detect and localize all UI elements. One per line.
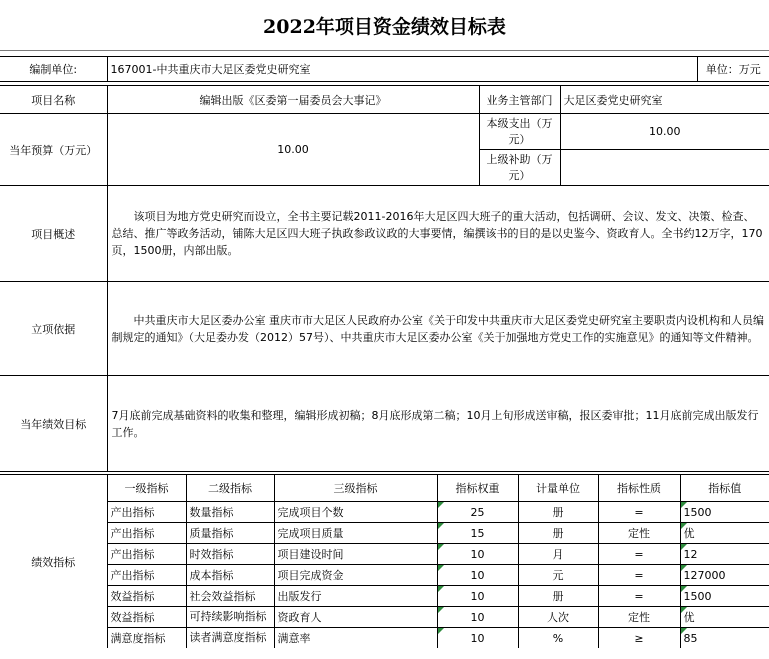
row-level3: 出版发行 <box>274 586 437 607</box>
row-level1: 产出指标 <box>107 523 186 544</box>
sheet-title: 2022年项目资金绩效目标表 <box>263 15 506 38</box>
table-row <box>0 523 769 544</box>
row-level2: 时效指标 <box>186 544 274 565</box>
table-row <box>0 628 769 649</box>
table-row <box>0 607 769 628</box>
row-weight: 25 <box>437 502 518 523</box>
col-header-level3: 三级指标 <box>274 475 437 502</box>
table-row <box>0 565 769 586</box>
main-table <box>0 85 769 472</box>
budget-value: 10.00 <box>107 114 479 186</box>
row-level2: 可持续影响指标 <box>186 607 274 628</box>
col-header-nature: 指标性质 <box>598 475 680 502</box>
row-level1: 效益指标 <box>107 586 186 607</box>
indicators-label: 绩效指标 <box>0 475 107 649</box>
row-level1: 效益指标 <box>107 607 186 628</box>
row-level2: 社会效益指标 <box>186 586 274 607</box>
row-unit: 册 <box>518 586 598 607</box>
row-weight: 10 <box>437 628 518 649</box>
basis-text: 中共重庆市大足区委办公室 重庆市市大足区人民政府办公室《关于印发中共重庆市大足区委党史研究室主要职责内设机构和人员编制规定的通知》（大足委办发（2012）57号）、中共重庆市大足区委办公室《关于加强地方党史工作的实施意见》的通知等文件精神。 <box>107 282 769 376</box>
row-unit: 月 <box>518 544 598 565</box>
row-value: 优 <box>680 523 769 544</box>
col-header-level2: 二级指标 <box>186 475 274 502</box>
project-name-value: 编辑出版《区委第一届委员会大事记》 <box>107 86 479 114</box>
subsidy-value <box>560 150 769 186</box>
unit-value: 167001-中共重庆市大足区委党史研究室 <box>107 57 697 82</box>
header-table <box>0 56 769 82</box>
row-value: 127000 <box>680 565 769 586</box>
row-nature: ≥ <box>598 628 680 649</box>
goal-text: 7月底前完成基础资料的收集和整理，编辑形成初稿；8月底形成第二稿；10月上旬形成送审稿，报区委审批；11月底前完成出版发行工作。 <box>107 376 769 472</box>
col-header-weight: 指标权重 <box>437 475 518 502</box>
row-nature: = <box>598 586 680 607</box>
row-nature: 定性 <box>598 523 680 544</box>
row-level1: 产出指标 <box>107 502 186 523</box>
row-weight: 10 <box>437 586 518 607</box>
row-level3: 项目建设时间 <box>274 544 437 565</box>
overview-text: 该项目为地方党史研究而设立，全书主要记载2011-2016年大足区四大班子的重大活动，包括调研、会议、发文、决策、检查、总结、推广等政务活动，铺陈大足区四大班子执政参政议政的大事要情，编撰该书的目的是以史鉴今、资政育人。全书约12万字，170页，1500册，内部出版。 <box>107 186 769 282</box>
row-nature: = <box>598 544 680 565</box>
project-name-label: 项目名称 <box>0 86 107 114</box>
row-level3: 完成项目质量 <box>274 523 437 544</box>
row-weight: 15 <box>437 523 518 544</box>
col-header-level1: 一级指标 <box>107 475 186 502</box>
unit-label: 编制单位: <box>0 57 107 82</box>
row-level3: 资政育人 <box>274 607 437 628</box>
row-nature: = <box>598 502 680 523</box>
row-value: 85 <box>680 628 769 649</box>
row-level3: 项目完成资金 <box>274 565 437 586</box>
row-value: 1500 <box>680 586 769 607</box>
overview-label: 项目概述 <box>0 186 107 282</box>
row-level1: 满意度指标 <box>107 628 186 649</box>
dept-value: 大足区委党史研究室 <box>560 86 769 114</box>
row-level2: 读者满意度指标 <box>186 628 274 649</box>
row-level3: 满意率 <box>274 628 437 649</box>
row-unit: 册 <box>518 523 598 544</box>
row-unit: 册 <box>518 502 598 523</box>
col-header-unit: 计量单位 <box>518 475 598 502</box>
row-value: 优 <box>680 607 769 628</box>
currency-label: 单位：万元 <box>697 57 769 82</box>
row-unit: % <box>518 628 598 649</box>
own-expense-value: 10.00 <box>560 114 769 150</box>
row-level1: 产出指标 <box>107 544 186 565</box>
row-level2: 质量指标 <box>186 523 274 544</box>
row-level1: 产出指标 <box>107 565 186 586</box>
budget-label: 当年预算（万元） <box>0 114 107 186</box>
row-nature: = <box>598 565 680 586</box>
row-nature: 定性 <box>598 607 680 628</box>
dept-label: 业务主管部门 <box>479 86 560 114</box>
row-weight: 10 <box>437 544 518 565</box>
indicators-table <box>0 474 769 648</box>
row-unit: 人次 <box>518 607 598 628</box>
col-header-value: 指标值 <box>680 475 769 502</box>
row-value: 12 <box>680 544 769 565</box>
row-level3: 完成项目个数 <box>274 502 437 523</box>
row-unit: 元 <box>518 565 598 586</box>
row-weight: 10 <box>437 607 518 628</box>
title-divider <box>0 50 769 51</box>
subsidy-label: 上级补助（万元） <box>479 150 560 186</box>
own-expense-label: 本级支出（万元） <box>479 114 560 150</box>
table-row <box>0 586 769 607</box>
row-level2: 成本指标 <box>186 565 274 586</box>
goal-label: 当年绩效目标 <box>0 376 107 472</box>
table-row <box>0 544 769 565</box>
row-level2: 数量指标 <box>186 502 274 523</box>
table-row <box>0 502 769 523</box>
row-weight: 10 <box>437 565 518 586</box>
row-value: 1500 <box>680 502 769 523</box>
basis-label: 立项依据 <box>0 282 107 376</box>
